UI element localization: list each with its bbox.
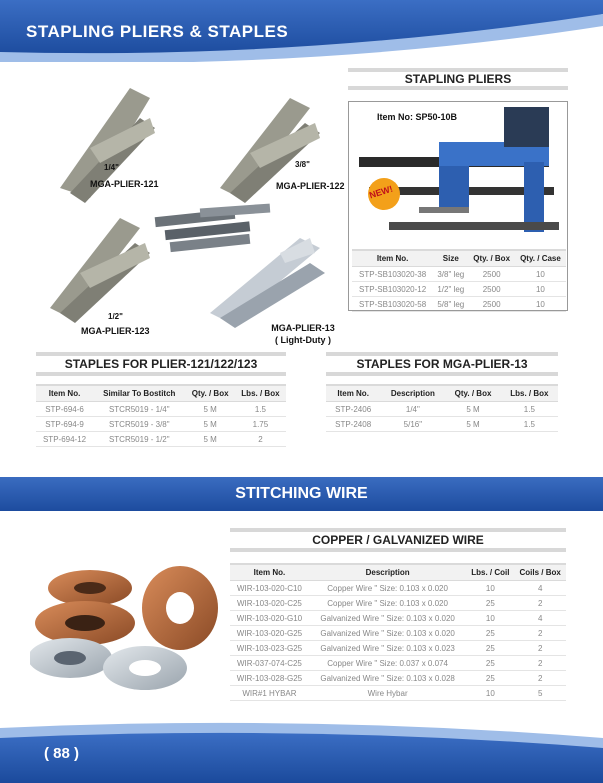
cell: 2 [514,626,566,641]
plier-123-image [50,218,150,323]
stapling-pliers-title: STAPLING PLIERS [404,72,512,86]
top-banner [0,0,603,62]
cell: 5 M [185,417,234,432]
staples-plier-13-title: STAPLES FOR MGA-PLIER-13 [356,357,528,371]
cell: 2 [514,656,566,671]
cell: WIR-103-020-G25 [230,626,309,641]
cell: 2500 [468,297,515,312]
staple-strips-image [155,204,271,253]
cell: WIR-103-020-C25 [230,596,309,611]
plier-13-image [210,238,325,328]
cell: STP-SB103020-12 [352,282,433,297]
cell: Galvanized Wire " Size: 0.103 x 0.028 [309,671,466,686]
table-row [326,417,558,432]
cell: STCR5019 - 1/2" [93,432,185,447]
cell: WIR#1 HYBAR [230,686,309,701]
table-row [230,581,566,596]
cell: 10 [515,282,566,297]
cell: WIR-037-074-C25 [230,656,309,671]
table-row [36,417,286,432]
cell: 25 [466,656,514,671]
staples-plier-13-header [326,352,558,376]
cell: 5 M [185,432,234,447]
cell: 1/4" [380,402,445,417]
cell: 5 [514,686,566,701]
cell: WIR-103-023-G25 [230,641,309,656]
cell: WIR-103-020-G10 [230,611,309,626]
wire-header [230,528,566,552]
col-coils-box: Coils / Box [514,564,566,581]
cell: WIR-103-020-C10 [230,581,309,596]
stapling-pliers-header [348,68,568,90]
cell: STCR5019 - 1/4" [93,402,185,417]
cell: 2500 [468,282,515,297]
cell: 10 [466,686,514,701]
stitching-banner [0,477,603,511]
cell: 4 [514,611,566,626]
plier-121-code: MGA-PLIER-121 [90,179,159,189]
cell: Wire Hybar [309,686,466,701]
staples-plier-121-header [36,352,286,376]
cell: 10 [515,267,566,282]
stapling-pliers-table [352,249,566,312]
cell: 2 [514,671,566,686]
cell: 2 [235,432,286,447]
cell: 10 [466,611,514,626]
sp50-stapler-image [349,102,567,252]
cell: 25 [466,596,514,611]
plier-123-code: MGA-PLIER-123 [81,326,150,336]
col-size: Size [433,250,468,267]
cell: STCR5019 - 3/8" [93,417,185,432]
table-row [352,267,566,282]
page-number: ( 88 ) [44,745,80,762]
new-badge: NEW! [368,183,394,201]
plier-123-size: 1/2" [108,312,123,321]
cell: Copper Wire " Size: 0.103 x 0.020 [309,596,466,611]
table-row [352,282,566,297]
cell: Galvanized Wire " Size: 0.103 x 0.020 [309,611,466,626]
col-description: Description [380,385,445,402]
col-item-no: Item No. [230,564,309,581]
cell: 4 [514,581,566,596]
col-item-no: Item No. [36,385,93,402]
cell: Copper Wire " Size: 0.103 x 0.020 [309,581,466,596]
col-item-no: Item No. [352,250,433,267]
table-row [326,402,558,417]
col-lbs-box: Lbs. / Box [501,385,558,402]
table-row [352,297,566,312]
plier-122-size: 3/8" [295,160,310,169]
cell: STP-SB103020-38 [352,267,433,282]
cell: 1.75 [235,417,286,432]
cell: Galvanized Wire " Size: 0.103 x 0.020 [309,626,466,641]
wire-table [230,563,566,701]
cell: 2 [514,596,566,611]
cell: 25 [466,671,514,686]
cell: WIR-103-028-G25 [230,671,309,686]
cell: Copper Wire " Size: 0.037 x 0.074 [309,656,466,671]
table-row [230,611,566,626]
wire-title: COPPER / GALVANIZED WIRE [312,533,484,547]
bottom-banner-graphic [0,720,603,783]
table-row [230,671,566,686]
col-lbs-coil: Lbs. / Coil [466,564,514,581]
col-qty-box: Qty. / Box [445,385,500,402]
table-row [230,596,566,611]
table-row [36,402,286,417]
cell: 5 M [445,402,500,417]
cell: 2500 [468,267,515,282]
table-row [230,686,566,701]
plier-121-size: 1/4" [104,163,119,172]
col-qty-box: Qty. / Box [468,250,515,267]
cell: 2 [514,641,566,656]
table-row [230,641,566,656]
staples-plier-13-table [326,384,558,432]
plier-122-code: MGA-PLIER-122 [276,181,345,191]
cell: STP-694-9 [36,417,93,432]
cell: STP-694-6 [36,402,93,417]
col-qty-box: Qty. / Box [185,385,234,402]
table-row [230,626,566,641]
cell: STP-2408 [326,417,380,432]
cell: 1.5 [235,402,286,417]
cell: STP-SB103020-58 [352,297,433,312]
col-description: Description [309,564,466,581]
pliers-photos [30,78,340,348]
plier-13-code: MGA-PLIER-13 [271,323,335,333]
cell: 3/8" leg [433,267,468,282]
cell: 1.5 [501,402,558,417]
cell: 1.5 [501,417,558,432]
cell: 5 M [185,402,234,417]
cell: STP-2406 [326,402,380,417]
cell: STP-694-12 [36,432,93,447]
cell: 5 M [445,417,500,432]
bottom-banner [0,720,603,783]
item-no-label: Item No: SP50-10B [377,112,458,122]
cell: 10 [466,581,514,596]
table-row [230,656,566,671]
staples-plier-121-title: STAPLES FOR PLIER-121/122/123 [64,357,258,371]
cell: 25 [466,626,514,641]
col-similar: Similar To Bostitch [93,385,185,402]
cell: 1/2" leg [433,282,468,297]
col-qty-case: Qty. / Case [515,250,566,267]
cell: 10 [515,297,566,312]
cell: Galvanized Wire " Size: 0.103 x 0.023 [309,641,466,656]
cell: 5/8" leg [433,297,468,312]
cell: 25 [466,641,514,656]
staples-plier-121-table [36,384,286,447]
col-item-no: Item No. [326,385,380,402]
col-lbs-box: Lbs. / Box [235,385,286,402]
plier-13-note: ( Light-Duty ) [275,335,331,345]
cell: 5/16" [380,417,445,432]
wire-coils-image [30,548,230,708]
stitching-banner-title: STITCHING WIRE [235,485,368,502]
table-row [36,432,286,447]
page-title: STAPLING PLIERS & STAPLES [26,22,289,41]
